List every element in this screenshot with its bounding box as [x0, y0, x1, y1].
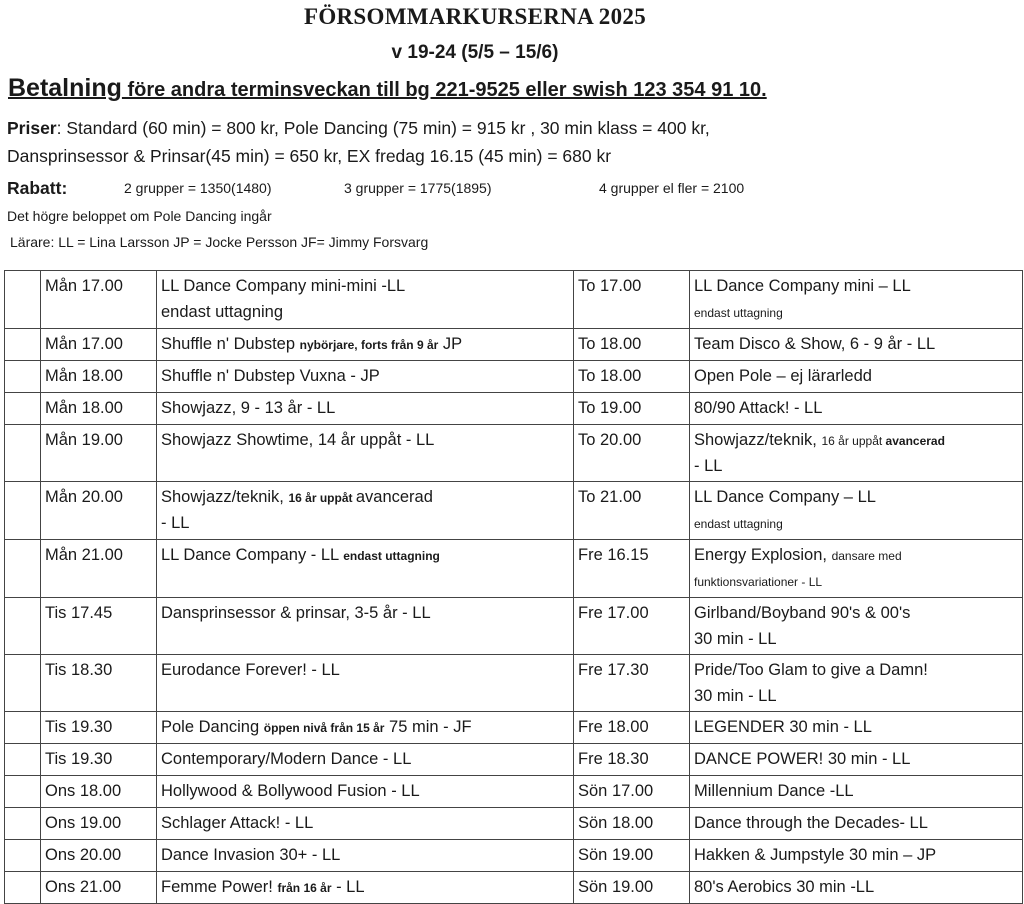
- date-range: v 19-24 (5/5 – 15/6): [391, 42, 559, 63]
- time-cell: To 17.00: [574, 271, 690, 329]
- discount-four-groups: 4 grupper el fler = 2100: [599, 180, 745, 196]
- time-cell: Fre 18.30: [574, 744, 690, 776]
- course-cell: [690, 393, 1023, 425]
- course-name: Showjazz/teknik,: [694, 431, 822, 449]
- time-cell: Fre 17.00: [574, 598, 690, 655]
- course-cell: [690, 271, 1023, 329]
- time-cell: Mån 18.00: [41, 393, 157, 425]
- course-name: Pole Dancing: [161, 718, 264, 736]
- course-detail: 16 år uppåt: [821, 434, 886, 448]
- payment-heading: Betalning: [8, 74, 122, 102]
- schedule-table: [4, 270, 1023, 904]
- time-cell: To 21.00: [574, 482, 690, 540]
- time-cell: Mån 17.00: [41, 329, 157, 361]
- course-cell: [157, 808, 574, 840]
- course-cell: [690, 329, 1023, 361]
- course-name: LL Dance Company mini – LL: [694, 277, 911, 295]
- course-cell: [690, 872, 1023, 904]
- course-name: LL Dance Company – LL: [694, 488, 876, 506]
- payment-details: före andra terminsveckan till bg 221-9525 eller swish 123 354 91 10.: [121, 79, 767, 101]
- course-cell: [690, 425, 1023, 482]
- course-suffix: - LL: [331, 878, 365, 896]
- course-line-2: - LL: [161, 514, 190, 532]
- course-cell: [157, 776, 574, 808]
- table-row: [5, 425, 1023, 482]
- time-cell: To 20.00: [574, 425, 690, 482]
- course-line-2: endast uttagning: [694, 306, 783, 320]
- prices-line-2: Dansprinsessor & Prinsar(45 min) = 650 kr, EX fredag 16.15 (45 min) = 680 kr: [7, 146, 612, 166]
- time-cell: Ons 19.00: [41, 808, 157, 840]
- course-line-2: funktionsvariationer - LL: [694, 575, 823, 589]
- course-name: Eurodance Forever! - LL: [161, 661, 340, 679]
- course-suffix: 75 min - JF: [384, 718, 472, 736]
- table-row: [5, 540, 1023, 598]
- course-detail: nybörjare, forts från 9 år: [299, 338, 439, 352]
- row-marker-cell: [5, 482, 41, 540]
- table-row: [5, 712, 1023, 744]
- course-name: LEGENDER 30 min - LL: [694, 718, 872, 736]
- table-row: [5, 271, 1023, 329]
- time-cell: Tis 19.30: [41, 744, 157, 776]
- course-cell: [690, 482, 1023, 540]
- row-marker-cell: [5, 655, 41, 712]
- time-cell: Mån 17.00: [41, 271, 157, 329]
- discount-note: Det högre beloppet om Pole Dancing ingår: [7, 208, 272, 224]
- course-name: Showjazz, 9 - 13 år - LL: [161, 399, 336, 417]
- course-cell: [157, 872, 574, 904]
- payment-info: [8, 74, 767, 103]
- course-cell: [690, 598, 1023, 655]
- prices-label: Priser: [7, 118, 57, 138]
- course-name: Dance through the Decades- LL: [694, 814, 928, 832]
- discount-three-groups: 3 grupper = 1775(1895): [344, 180, 492, 196]
- teachers-legend: Lärare: LL = Lina Larsson JP = Jocke Persson JF= Jimmy Forsvarg: [10, 234, 429, 250]
- row-marker-cell: [5, 872, 41, 904]
- time-cell: Ons 21.00: [41, 872, 157, 904]
- time-cell: Sön 19.00: [574, 840, 690, 872]
- time-cell: Fre 17.30: [574, 655, 690, 712]
- time-cell: Ons 20.00: [41, 840, 157, 872]
- course-name: Contemporary/Modern Dance - LL: [161, 750, 412, 768]
- course-cell: [157, 598, 574, 655]
- course-name: Team Disco & Show, 6 - 9 år - LL: [694, 335, 936, 353]
- discount-label: Rabatt:: [7, 178, 68, 198]
- course-name: Dansprinsessor & prinsar, 3-5 år - LL: [161, 604, 431, 622]
- course-cell: [690, 655, 1023, 712]
- course-cell: [690, 808, 1023, 840]
- time-cell: Tis 17.45: [41, 598, 157, 655]
- table-row: [5, 776, 1023, 808]
- course-cell: [690, 540, 1023, 598]
- course-name: Shuffle n' Dubstep Vuxna - JP: [161, 367, 380, 385]
- row-marker-cell: [5, 393, 41, 425]
- time-cell: Tis 19.30: [41, 712, 157, 744]
- prices-line-1: [7, 118, 710, 139]
- course-cell: [157, 329, 574, 361]
- time-cell: Mån 19.00: [41, 425, 157, 482]
- course-name: Energy Explosion,: [694, 546, 832, 564]
- discount-two-groups: 2 grupper = 1350(1480): [124, 180, 272, 196]
- time-cell: To 18.00: [574, 329, 690, 361]
- row-marker-cell: [5, 776, 41, 808]
- course-cell: [690, 840, 1023, 872]
- row-marker-cell: [5, 361, 41, 393]
- course-suffix: JP: [438, 335, 463, 353]
- table-row: [5, 808, 1023, 840]
- table-row: [5, 329, 1023, 361]
- course-detail: dansare med: [831, 549, 902, 563]
- prices-text-1: : Standard (60 min) = 800 kr, Pole Dancing (75 min) = 915 kr , 30 min klass = 400 kr,: [56, 118, 710, 138]
- course-suffix: avancerad: [355, 488, 433, 506]
- course-cell: [157, 840, 574, 872]
- course-cell: [157, 271, 574, 329]
- course-name: Open Pole – ej lärarledd: [694, 367, 872, 385]
- course-name: Showjazz Showtime, 14 år uppåt - LL: [161, 431, 435, 449]
- course-detail: öppen nivå från 15 år: [263, 721, 385, 735]
- course-detail: 16 år uppåt: [288, 491, 356, 505]
- table-row: [5, 393, 1023, 425]
- course-line-2: 30 min - LL: [694, 630, 777, 648]
- course-name: Hollywood & Bollywood Fusion - LL: [161, 782, 420, 800]
- course-line-2: endast uttagning: [694, 517, 783, 531]
- row-marker-cell: [5, 425, 41, 482]
- row-marker-cell: [5, 598, 41, 655]
- time-cell: To 18.00: [574, 361, 690, 393]
- course-cell: [690, 361, 1023, 393]
- course-cell: [157, 744, 574, 776]
- time-cell: Sön 17.00: [574, 776, 690, 808]
- table-row: [5, 840, 1023, 872]
- table-row: [5, 655, 1023, 712]
- course-cell: [157, 655, 574, 712]
- course-cell: [690, 712, 1023, 744]
- course-name: Showjazz/teknik,: [161, 488, 289, 506]
- course-cell: [157, 712, 574, 744]
- course-line-2: - LL: [694, 457, 723, 475]
- row-marker-cell: [5, 712, 41, 744]
- row-marker-cell: [5, 840, 41, 872]
- time-cell: Sön 18.00: [574, 808, 690, 840]
- time-cell: Sön 19.00: [574, 872, 690, 904]
- table-row: [5, 872, 1023, 904]
- time-cell: Tis 18.30: [41, 655, 157, 712]
- course-name: Schlager Attack! - LL: [161, 814, 314, 832]
- course-cell: [690, 776, 1023, 808]
- table-row: [5, 598, 1023, 655]
- course-level: avancerad: [885, 434, 945, 448]
- course-name: Girlband/Boyband 90's & 00's: [694, 604, 911, 622]
- time-cell: Fre 16.15: [574, 540, 690, 598]
- time-cell: Ons 18.00: [41, 776, 157, 808]
- course-cell: [157, 425, 574, 482]
- row-marker-cell: [5, 329, 41, 361]
- course-line-2: 30 min - LL: [694, 687, 777, 705]
- course-name: Millennium Dance -LL: [694, 782, 854, 800]
- time-cell: Mån 18.00: [41, 361, 157, 393]
- course-detail: endast uttagning: [343, 549, 440, 563]
- table-row: [5, 482, 1023, 540]
- course-cell: [157, 540, 574, 598]
- row-marker-cell: [5, 540, 41, 598]
- course-name: 80's Aerobics 30 min -LL: [694, 878, 875, 896]
- row-marker-cell: [5, 744, 41, 776]
- course-name: Hakken & Jumpstyle 30 min – JP: [694, 846, 937, 864]
- time-cell: Fre 18.00: [574, 712, 690, 744]
- table-row: [5, 361, 1023, 393]
- time-cell: Mån 21.00: [41, 540, 157, 598]
- course-name: Dance Invasion 30+ - LL: [161, 846, 341, 864]
- course-name: 80/90 Attack! - LL: [694, 399, 823, 417]
- course-cell: [157, 393, 574, 425]
- course-detail: från 16 år: [277, 881, 332, 895]
- course-cell: [157, 482, 574, 540]
- table-row: [5, 744, 1023, 776]
- row-marker-cell: [5, 271, 41, 329]
- course-cell: [690, 744, 1023, 776]
- page-title: FÖRSOMMARKURSERNA 2025: [303, 4, 647, 29]
- course-name: Pride/Too Glam to give a Damn!: [694, 661, 928, 679]
- row-marker-cell: [5, 808, 41, 840]
- time-cell: Mån 20.00: [41, 482, 157, 540]
- course-name: LL Dance Company mini-mini -LL: [161, 277, 406, 295]
- course-name: LL Dance Company - LL: [161, 546, 344, 564]
- course-name: Shuffle n' Dubstep: [161, 335, 300, 353]
- course-name: DANCE POWER! 30 min - LL: [694, 750, 911, 768]
- course-line-2: endast uttagning: [161, 303, 284, 321]
- time-cell: To 19.00: [574, 393, 690, 425]
- course-cell: [157, 361, 574, 393]
- course-name: Femme Power!: [161, 878, 278, 896]
